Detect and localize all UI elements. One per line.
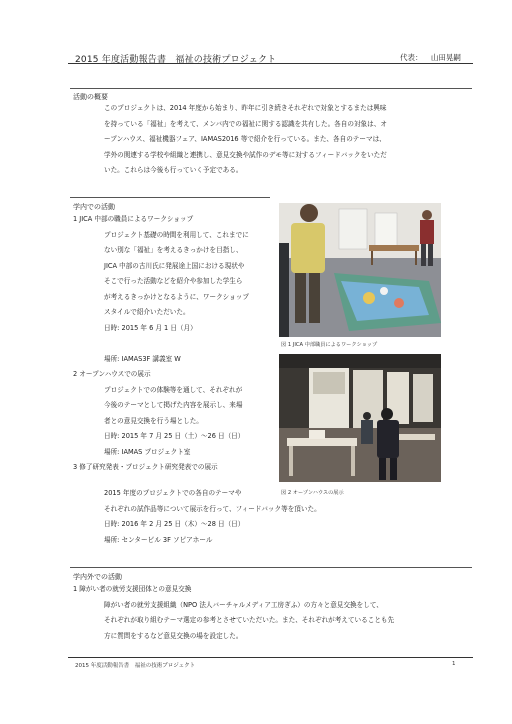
section-heading-overview: 活動の概要 <box>73 93 108 101</box>
item-line: 今後のテーマとして掲げた内容を展示し、来場 <box>104 401 243 409</box>
item-line: 2015 年度のプロジェクトでの各自のテーマや <box>104 489 242 497</box>
internal-item-1 <box>73 212 278 476</box>
overview-line: いた。これらは今後も行っていく予定である。 <box>104 166 243 174</box>
author-name: 山田晃嗣 <box>430 53 461 62</box>
item-title: 3 修了研究発表・プロジェクト研究発表での展示 <box>73 463 218 471</box>
figure-2-photo <box>279 354 441 482</box>
overview-line: を持っている「福祉」を考えて、メンバ内での福祉に関する認識を共有した。各自の対象は、オ <box>104 119 387 128</box>
item-date: 日時: 2015 年 7 月 25 日（土）～26 日（日） <box>104 432 245 440</box>
item-line: ない別な「福祉」を考えるきっかけを目指し、 <box>104 246 243 254</box>
section-heading-internal: 学内での活動 <box>73 203 115 211</box>
item-line: それぞれの試作品等について展示を行って、フィードバック等を頂いた。 <box>104 504 321 513</box>
overview-paragraph <box>104 101 474 179</box>
overview-line: このプロジェクトは、2014 年度から始まり、昨年に引き続きそれぞれで対象とするまたは興味 <box>104 104 387 112</box>
section-rule-overview <box>70 88 472 89</box>
section-heading-external: 学内外での活動 <box>73 573 122 581</box>
overview-line: ープンハウス、福祉機器フェア、IAMAS2016 等で紹介を行っている。また、各自のテーマは、 <box>104 135 386 143</box>
header-divider <box>68 63 473 64</box>
item-date: 日時: 2015 年 6 月 1 日（月） <box>104 323 197 332</box>
item-line: そこで行った活動などを紹介や参加した学生ら <box>104 277 243 285</box>
item-title: 2 オープンハウスでの展示 <box>73 370 151 378</box>
openhouse-photo-illustration <box>279 354 441 482</box>
item-date: 日時: 2016 年 2 月 25 日（木）～28 日（日） <box>104 520 245 528</box>
page-header-title: 2015 年度活動報告書 福祉の技術プロジェクト <box>75 55 277 65</box>
footer-divider <box>68 657 473 658</box>
item-line: それぞれが取り組むテーマ選定の参考とさせていただいた。また、それぞれが考えていることも先 <box>104 616 395 624</box>
item-line: スタイルで紹介いただいた。 <box>104 308 190 316</box>
figure-2-caption: 図 2 オープンハウスの展示 <box>281 490 344 496</box>
overview-line: 学外の関連する学校や組織と連携し、意見交換や試作のデモ等に対するフィードバックをいただ <box>104 150 387 159</box>
item-line: 者との意見交換を行う場とした。 <box>104 416 203 425</box>
page-header-author <box>400 52 461 63</box>
page-number: 1 <box>452 661 456 667</box>
item-place: 場所: IAMAS3F 講義室 W <box>104 354 181 363</box>
section-rule-external <box>70 567 472 568</box>
item-line: 方に質問をするなど意見交換の場を設定した。 <box>104 631 243 640</box>
item-place: 場所: センタービル 3F ソピアホール <box>104 535 213 544</box>
section-rule-internal <box>70 197 270 198</box>
item-title: 1 JICA 中部の職員によるワークショップ <box>73 215 194 223</box>
item-line: プロジェクトでの体験等を通して、それぞれが <box>104 385 243 394</box>
item-title: 1 障がい者の就労支援団体との意見交換 <box>73 585 192 593</box>
item-line: プロジェクト基礎の時間を利用して、これまでに <box>104 230 249 239</box>
workshop-photo-illustration <box>279 203 441 337</box>
footer-title: 2015 年度活動報告書 福祉の技術プロジェクト <box>75 663 196 669</box>
item-line: JICA 中部の古川氏に発展途上国における現状や <box>104 261 245 270</box>
author-label: 代表： <box>400 53 423 62</box>
item-line: が考えるきっかけとなるように、ワークショップ <box>104 292 249 301</box>
figure-1-photo <box>279 203 441 337</box>
external-item-1 <box>73 582 473 644</box>
item-place: 場所: IAMAS プロジェクト室 <box>104 447 191 456</box>
item-line: 障がい者の就労支援組織（NPO 法人バーチャルメディア工房ぎふ）の方々と意見交換をして、 <box>104 600 383 609</box>
figure-1-caption: 図 1 JICA 中部職員によるワークショップ <box>281 342 378 348</box>
